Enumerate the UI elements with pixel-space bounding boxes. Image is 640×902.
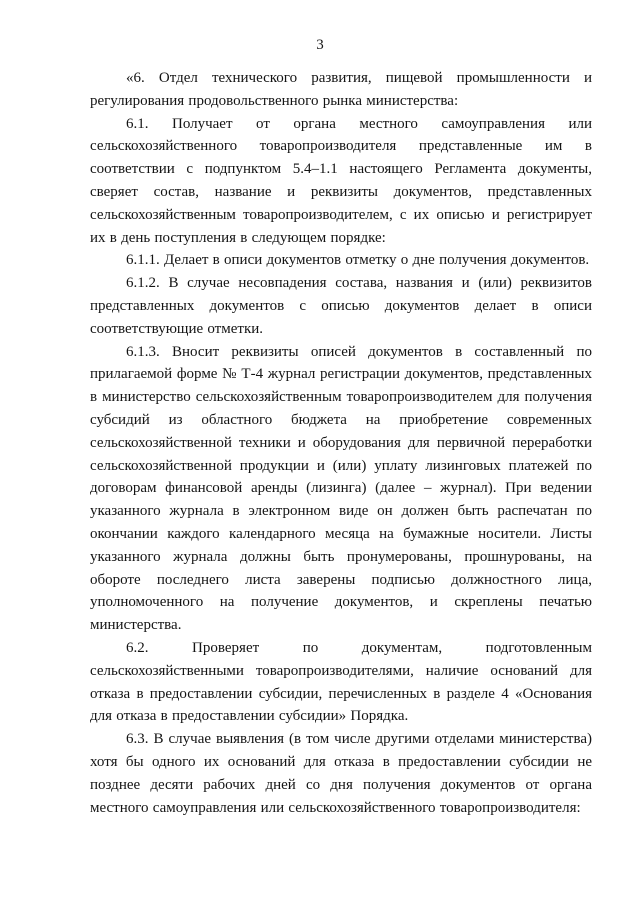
paragraph-6-1-3: 6.1.3. Вносит реквизиты описей документов в составленный по прилагаемой форме № Т-4 журнал регистрации документов, представленных в министерство сельскохозяйственным товаропроизводителем для получения субсидий из областного бюджета на приобретение современных сельскохозяйственной техники и оборудования для первичной переработки сельскохозяйственной продукции и (или) уплату лизинговых платежей по договорам финансовой аренды (лизинга) (далее – журнал). При ведении указанного журнала в электронном виде он должен быть распечатан по окончании каждого календарного месяца на бумажные носители. Листы указанного журнала должны быть пронумерованы, прошнурованы, на обороте последнего листа заверены подписью должностного лица, уполномоченного на получение документов, и скреплены печатью министерства. — [90, 343, 592, 634]
paragraph-6-3: 6.3. В случае выявления (в том числе другими отделами министерства) хотя бы одного их оснований для отказа в предоставлении субсидии не позднее десяти рабочих дней со дня получения документов от органа местного самоуправления или сельскохозяйственного товаропроизводителя: — [90, 731, 592, 816]
paragraph-6-1-1: 6.1.1. Делает в описи документов отметку о дне получения документов. — [126, 252, 590, 269]
page-number: 3 — [316, 37, 324, 53]
paragraph-6-2: 6.2. Проверяет по документам, подготовленным сельскохозяйственными товаропроизводителями, наличие оснований для отказа в предоставлении субсидии, перечисленных в разделе 4 «Основания для отказа в предоставлении субсидии» Порядка. — [90, 639, 592, 725]
document-body — [90, 67, 592, 819]
paragraph-section-6-heading: «6. Отдел технического развития, пищевой промышленности и регулирования продовольственного рынка министерства: — [90, 70, 592, 109]
paragraph-6-1-2: 6.1.2. В случае несовпадения состава, названия и (или) реквизитов представленных документов с описью документов делает в описи соответствующие отметки. — [90, 275, 592, 337]
paragraph-6-1: 6.1. Получает от органа местного самоуправления или сельскохозяйственного товаропроизводителя представленные им в соответствии с подпунктом 5.4–1.1 настоящего Регламента документы, сверяет состав, название и реквизиты документов, представленных сельскохозяйственным товаропроизводителем, с их описью и регистрирует их в день поступления в следующем порядке: — [90, 115, 592, 246]
